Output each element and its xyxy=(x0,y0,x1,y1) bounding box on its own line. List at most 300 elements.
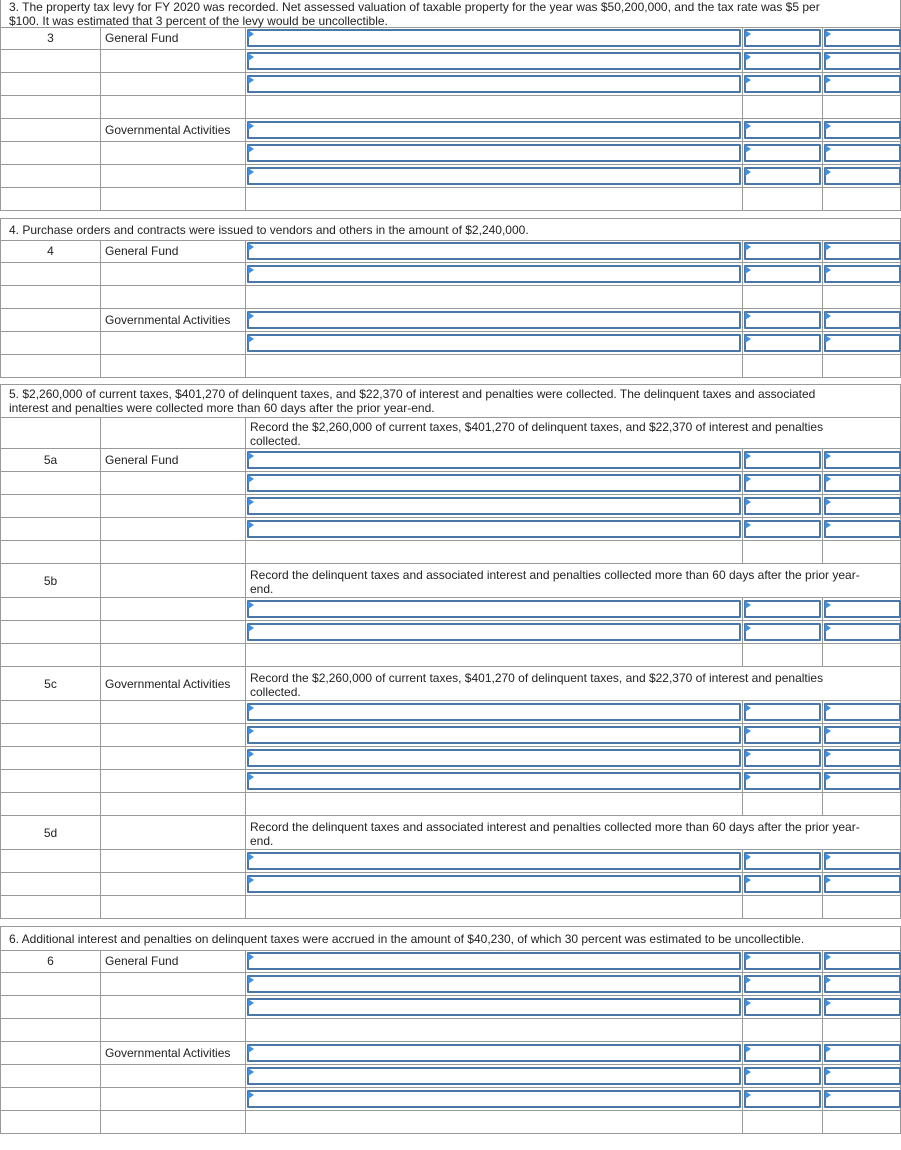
transaction-number xyxy=(1,188,101,210)
fund-label xyxy=(101,1065,246,1087)
debit-cell xyxy=(743,472,823,494)
account-select[interactable] xyxy=(247,265,741,283)
journal-row xyxy=(0,1088,901,1111)
credit-input[interactable] xyxy=(824,875,901,893)
transaction-number xyxy=(1,770,101,792)
transaction-number xyxy=(1,973,101,995)
fund-label xyxy=(101,263,246,285)
debit-cell xyxy=(743,96,823,118)
debit-input[interactable] xyxy=(744,703,821,721)
debit-cell xyxy=(743,188,823,210)
debit-input[interactable] xyxy=(744,451,821,469)
account-select[interactable] xyxy=(247,121,741,139)
debit-cell xyxy=(743,240,823,262)
credit-cell xyxy=(823,793,901,815)
credit-cell xyxy=(823,73,901,95)
credit-cell xyxy=(823,1111,901,1133)
credit-input[interactable] xyxy=(824,1067,901,1085)
transaction-number: 5a xyxy=(1,449,101,471)
transaction-number xyxy=(1,1065,101,1087)
journal-spacer-row xyxy=(0,896,901,919)
transaction-number xyxy=(1,896,101,918)
debit-cell xyxy=(743,142,823,164)
account-cell xyxy=(246,541,743,563)
journal-row xyxy=(0,1042,901,1065)
debit-input[interactable] xyxy=(744,474,821,492)
credit-input[interactable] xyxy=(824,451,901,469)
debit-input[interactable] xyxy=(744,75,821,93)
account-cell xyxy=(246,950,743,972)
fund-label xyxy=(101,518,246,540)
transaction-number xyxy=(1,1088,101,1110)
debit-cell xyxy=(743,263,823,285)
credit-input[interactable] xyxy=(824,75,901,93)
fund-label xyxy=(101,355,246,377)
fund-label xyxy=(101,472,246,494)
account-select[interactable] xyxy=(247,975,741,993)
journal-row xyxy=(0,724,901,747)
journal-row xyxy=(0,1065,901,1088)
journal-row xyxy=(0,73,901,96)
debit-input[interactable] xyxy=(744,623,821,641)
debit-input[interactable] xyxy=(744,726,821,744)
debit-input[interactable] xyxy=(744,1044,821,1062)
credit-cell xyxy=(823,286,901,308)
fund-label xyxy=(101,973,246,995)
account-select[interactable] xyxy=(247,623,741,641)
credit-input[interactable] xyxy=(824,1090,901,1108)
fund-label xyxy=(101,873,246,895)
debit-input[interactable] xyxy=(744,749,821,767)
transaction-number xyxy=(1,50,101,72)
credit-input[interactable] xyxy=(824,600,901,618)
credit-input[interactable] xyxy=(824,474,901,492)
account-cell xyxy=(246,747,743,769)
journal-instruction-row xyxy=(0,417,901,449)
fund-label xyxy=(101,996,246,1018)
fund-label xyxy=(101,495,246,517)
debit-cell xyxy=(743,850,823,872)
credit-cell xyxy=(823,1019,901,1041)
transaction-number xyxy=(1,621,101,643)
account-cell xyxy=(246,701,743,723)
credit-input[interactable] xyxy=(824,242,901,260)
transaction-number xyxy=(1,793,101,815)
journal-row xyxy=(0,50,901,73)
entry-instruction: Record the $2,260,000 of current taxes, $401,270 of delinquent taxes, and $22,370 of interest and penalties collected. xyxy=(250,670,824,699)
journal-row xyxy=(0,142,901,165)
credit-input[interactable] xyxy=(824,998,901,1016)
account-select[interactable] xyxy=(247,144,741,162)
account-select[interactable] xyxy=(247,167,741,185)
transaction-number xyxy=(1,417,101,448)
credit-cell xyxy=(823,850,901,872)
debit-cell xyxy=(743,701,823,723)
debit-input[interactable] xyxy=(744,875,821,893)
debit-cell xyxy=(743,598,823,620)
account-select[interactable] xyxy=(247,497,741,515)
debit-cell xyxy=(743,309,823,331)
account-cell xyxy=(246,142,743,164)
credit-input[interactable] xyxy=(824,121,901,139)
credit-cell xyxy=(823,142,901,164)
debit-input[interactable] xyxy=(744,334,821,352)
credit-cell xyxy=(823,119,901,141)
debit-cell xyxy=(743,495,823,517)
transaction-number xyxy=(1,96,101,118)
account-cell xyxy=(246,96,743,118)
account-cell xyxy=(246,1088,743,1110)
debit-cell xyxy=(743,996,823,1018)
account-cell xyxy=(246,1111,743,1133)
fund-label xyxy=(101,417,246,448)
journal-row xyxy=(0,165,901,188)
transaction-number: 3 xyxy=(1,27,101,49)
debit-input[interactable] xyxy=(744,1090,821,1108)
account-cell xyxy=(246,850,743,872)
debit-cell xyxy=(743,793,823,815)
fund-label xyxy=(101,793,246,815)
fund-label: Governmental Activities xyxy=(101,667,246,700)
account-select[interactable] xyxy=(247,451,741,469)
account-select[interactable] xyxy=(247,311,741,329)
transaction-number xyxy=(1,1042,101,1064)
debit-input[interactable] xyxy=(744,311,821,329)
journal-spacer-row xyxy=(0,541,901,564)
transaction-number xyxy=(1,309,101,331)
account-cell xyxy=(246,518,743,540)
debit-input[interactable] xyxy=(744,121,821,139)
credit-input[interactable] xyxy=(824,52,901,70)
fund-label xyxy=(101,1088,246,1110)
account-select[interactable] xyxy=(247,1090,741,1108)
journal-row xyxy=(0,309,901,332)
journal-row xyxy=(0,701,901,724)
transaction-number xyxy=(1,724,101,746)
debit-cell xyxy=(743,449,823,471)
debit-input[interactable] xyxy=(744,600,821,618)
fund-label: General Fund xyxy=(101,27,246,49)
debit-input[interactable] xyxy=(744,952,821,970)
credit-cell xyxy=(823,1042,901,1064)
transaction-number: 5d xyxy=(1,816,101,849)
debit-cell xyxy=(743,286,823,308)
credit-input[interactable] xyxy=(824,852,901,870)
debit-input[interactable] xyxy=(744,52,821,70)
account-select[interactable] xyxy=(247,334,741,352)
transaction-number xyxy=(1,286,101,308)
account-cell xyxy=(246,355,743,377)
debit-cell xyxy=(743,27,823,49)
transaction-number: 6 xyxy=(1,950,101,972)
credit-cell xyxy=(823,309,901,331)
credit-input[interactable] xyxy=(824,703,901,721)
journal-spacer-row xyxy=(0,355,901,378)
account-cell xyxy=(246,50,743,72)
transaction-number xyxy=(1,644,101,666)
transaction-number xyxy=(1,119,101,141)
fund-label: General Fund xyxy=(101,950,246,972)
transaction-number xyxy=(1,73,101,95)
credit-input[interactable] xyxy=(824,167,901,185)
credit-input[interactable] xyxy=(824,497,901,515)
transaction-number xyxy=(1,873,101,895)
debit-cell xyxy=(743,332,823,354)
question-header: 3. The property tax levy for FY 2020 was recorded. Net assessed valuation of taxable property for the year was $50,200,000, and the tax rate was $5 per $100. It was estimated that 3 percent of the levy would be uncollectible. xyxy=(0,0,901,28)
debit-cell xyxy=(743,950,823,972)
transaction-number: 5b xyxy=(1,564,101,597)
transaction-number xyxy=(1,996,101,1018)
fund-label xyxy=(101,1019,246,1041)
transaction-number xyxy=(1,472,101,494)
debit-cell xyxy=(743,1065,823,1087)
transaction-number xyxy=(1,263,101,285)
transaction-number xyxy=(1,332,101,354)
credit-cell xyxy=(823,541,901,563)
credit-cell xyxy=(823,263,901,285)
account-select[interactable] xyxy=(247,1067,741,1085)
debit-cell xyxy=(743,724,823,746)
fund-label xyxy=(101,188,246,210)
fund-label: Governmental Activities xyxy=(101,1042,246,1064)
account-cell xyxy=(246,495,743,517)
journal-spacer-row xyxy=(0,793,901,816)
account-cell xyxy=(246,598,743,620)
debit-input[interactable] xyxy=(744,975,821,993)
transaction-number xyxy=(1,541,101,563)
journal-spacer-row xyxy=(0,1019,901,1042)
transaction-number: 5c xyxy=(1,667,101,700)
fund-label xyxy=(101,770,246,792)
account-cell xyxy=(246,644,743,666)
transaction-number xyxy=(1,1019,101,1041)
journal-instruction-row xyxy=(0,816,901,850)
journal-row xyxy=(0,598,901,621)
debit-cell xyxy=(743,119,823,141)
transaction-number xyxy=(1,701,101,723)
journal-spacer-row xyxy=(0,644,901,667)
credit-cell xyxy=(823,240,901,262)
credit-cell xyxy=(823,449,901,471)
entry-instruction: Record the delinquent taxes and associated interest and penalties collected more than 60 days after the prior year-end. xyxy=(250,567,860,596)
fund-label xyxy=(101,701,246,723)
credit-cell xyxy=(823,188,901,210)
account-select[interactable] xyxy=(247,703,741,721)
debit-input[interactable] xyxy=(744,265,821,283)
account-select[interactable] xyxy=(247,726,741,744)
debit-cell xyxy=(743,896,823,918)
credit-cell xyxy=(823,495,901,517)
journal-instruction-row xyxy=(0,564,901,598)
credit-input[interactable] xyxy=(824,144,901,162)
credit-cell xyxy=(823,896,901,918)
credit-input[interactable] xyxy=(824,520,901,538)
fund-label xyxy=(101,564,246,597)
debit-cell xyxy=(743,541,823,563)
account-cell xyxy=(246,793,743,815)
journal-row xyxy=(0,518,901,541)
transaction-number xyxy=(1,598,101,620)
account-cell xyxy=(246,119,743,141)
debit-cell xyxy=(743,770,823,792)
credit-cell xyxy=(823,50,901,72)
fund-label xyxy=(101,747,246,769)
credit-cell xyxy=(823,973,901,995)
credit-input[interactable] xyxy=(824,749,901,767)
credit-input[interactable] xyxy=(824,952,901,970)
journal-row xyxy=(0,747,901,770)
debit-input[interactable] xyxy=(744,29,821,47)
credit-input[interactable] xyxy=(824,265,901,283)
credit-input[interactable] xyxy=(824,623,901,641)
journal-row xyxy=(0,27,901,50)
fund-label: Governmental Activities xyxy=(101,119,246,141)
debit-cell xyxy=(743,747,823,769)
journal-spacer-row xyxy=(0,96,901,119)
credit-input[interactable] xyxy=(824,975,901,993)
debit-cell xyxy=(743,973,823,995)
transaction-number xyxy=(1,355,101,377)
fund-label: General Fund xyxy=(101,449,246,471)
credit-cell xyxy=(823,950,901,972)
credit-cell xyxy=(823,724,901,746)
journal-spacer-row xyxy=(0,1111,901,1134)
debit-input[interactable] xyxy=(744,1067,821,1085)
account-cell xyxy=(246,996,743,1018)
credit-cell xyxy=(823,355,901,377)
fund-label xyxy=(101,96,246,118)
account-select[interactable] xyxy=(247,52,741,70)
credit-input[interactable] xyxy=(824,772,901,790)
fund-label xyxy=(101,724,246,746)
credit-cell xyxy=(823,518,901,540)
fund-label xyxy=(101,644,246,666)
fund-label xyxy=(101,598,246,620)
account-select[interactable] xyxy=(247,998,741,1016)
entry-instruction: Record the delinquent taxes and associated interest and penalties collected more than 60 days after the prior year-end. xyxy=(250,819,860,848)
debit-input[interactable] xyxy=(744,852,821,870)
account-cell xyxy=(246,873,743,895)
debit-cell xyxy=(743,1088,823,1110)
debit-cell xyxy=(743,518,823,540)
debit-input[interactable] xyxy=(744,167,821,185)
account-select[interactable] xyxy=(247,242,741,260)
account-select[interactable] xyxy=(247,772,741,790)
credit-cell xyxy=(823,598,901,620)
account-cell xyxy=(246,286,743,308)
debit-cell xyxy=(743,873,823,895)
transaction-number xyxy=(1,495,101,517)
fund-label xyxy=(101,896,246,918)
credit-input[interactable] xyxy=(824,1044,901,1062)
credit-cell xyxy=(823,770,901,792)
journal-row xyxy=(0,973,901,996)
debit-input[interactable] xyxy=(744,242,821,260)
account-cell xyxy=(246,165,743,187)
question-header: 6. Additional interest and penalties on delinquent taxes were accrued in the amount of $40,230, of which 30 percent was estimated to be uncollectible. xyxy=(0,926,901,951)
question-header: 5. $2,260,000 of current taxes, $401,270 of delinquent taxes, and $22,370 of interest and penalties were collected. The delinquent taxes and associated interest and penalties were collected more than 60 days after the prior year-end. xyxy=(0,384,901,418)
credit-input[interactable] xyxy=(824,726,901,744)
journal-spacer-row xyxy=(0,188,901,211)
credit-cell xyxy=(823,96,901,118)
account-cell xyxy=(246,1065,743,1087)
account-select[interactable] xyxy=(247,852,741,870)
account-cell xyxy=(246,332,743,354)
account-select[interactable] xyxy=(247,29,741,47)
credit-input[interactable] xyxy=(824,311,901,329)
transaction-number xyxy=(1,142,101,164)
transaction-number: 4 xyxy=(1,240,101,262)
fund-label xyxy=(101,50,246,72)
fund-label xyxy=(101,1111,246,1133)
fund-label xyxy=(101,286,246,308)
account-select[interactable] xyxy=(247,952,741,970)
account-cell xyxy=(246,309,743,331)
fund-label xyxy=(101,541,246,563)
fund-label: Governmental Activities xyxy=(101,309,246,331)
debit-cell xyxy=(743,1019,823,1041)
journal-instruction-row xyxy=(0,667,901,701)
account-select[interactable] xyxy=(247,75,741,93)
account-cell xyxy=(246,472,743,494)
credit-input[interactable] xyxy=(824,334,901,352)
debit-input[interactable] xyxy=(744,998,821,1016)
account-select[interactable] xyxy=(247,749,741,767)
transaction-number xyxy=(1,850,101,872)
debit-input[interactable] xyxy=(744,520,821,538)
debit-cell xyxy=(743,644,823,666)
credit-cell xyxy=(823,701,901,723)
transaction-number xyxy=(1,747,101,769)
credit-cell xyxy=(823,165,901,187)
credit-input[interactable] xyxy=(824,29,901,47)
journal-row xyxy=(0,240,901,263)
account-cell xyxy=(246,1019,743,1041)
account-select[interactable] xyxy=(247,1044,741,1062)
credit-cell xyxy=(823,996,901,1018)
account-cell xyxy=(246,770,743,792)
fund-label xyxy=(101,621,246,643)
journal-spacer-row xyxy=(0,286,901,309)
account-select[interactable] xyxy=(247,875,741,893)
account-cell xyxy=(246,188,743,210)
credit-cell xyxy=(823,1065,901,1087)
credit-cell xyxy=(823,27,901,49)
debit-cell xyxy=(743,165,823,187)
account-cell xyxy=(246,240,743,262)
question-header: 4. Purchase orders and contracts were issued to vendors and others in the amount of $2,240,000. xyxy=(0,218,901,241)
fund-label xyxy=(101,142,246,164)
credit-cell xyxy=(823,873,901,895)
transaction-number xyxy=(1,1111,101,1133)
account-select[interactable] xyxy=(247,520,741,538)
journal-row xyxy=(0,850,901,873)
journal-row xyxy=(0,621,901,644)
account-select[interactable] xyxy=(247,474,741,492)
account-cell xyxy=(246,449,743,471)
debit-input[interactable] xyxy=(744,144,821,162)
debit-input[interactable] xyxy=(744,497,821,515)
fund-label xyxy=(101,816,246,849)
account-select[interactable] xyxy=(247,600,741,618)
account-cell xyxy=(246,1042,743,1064)
debit-input[interactable] xyxy=(744,772,821,790)
transaction-number xyxy=(1,165,101,187)
journal-row xyxy=(0,263,901,286)
fund-label xyxy=(101,332,246,354)
transaction-number xyxy=(1,518,101,540)
account-cell xyxy=(246,27,743,49)
